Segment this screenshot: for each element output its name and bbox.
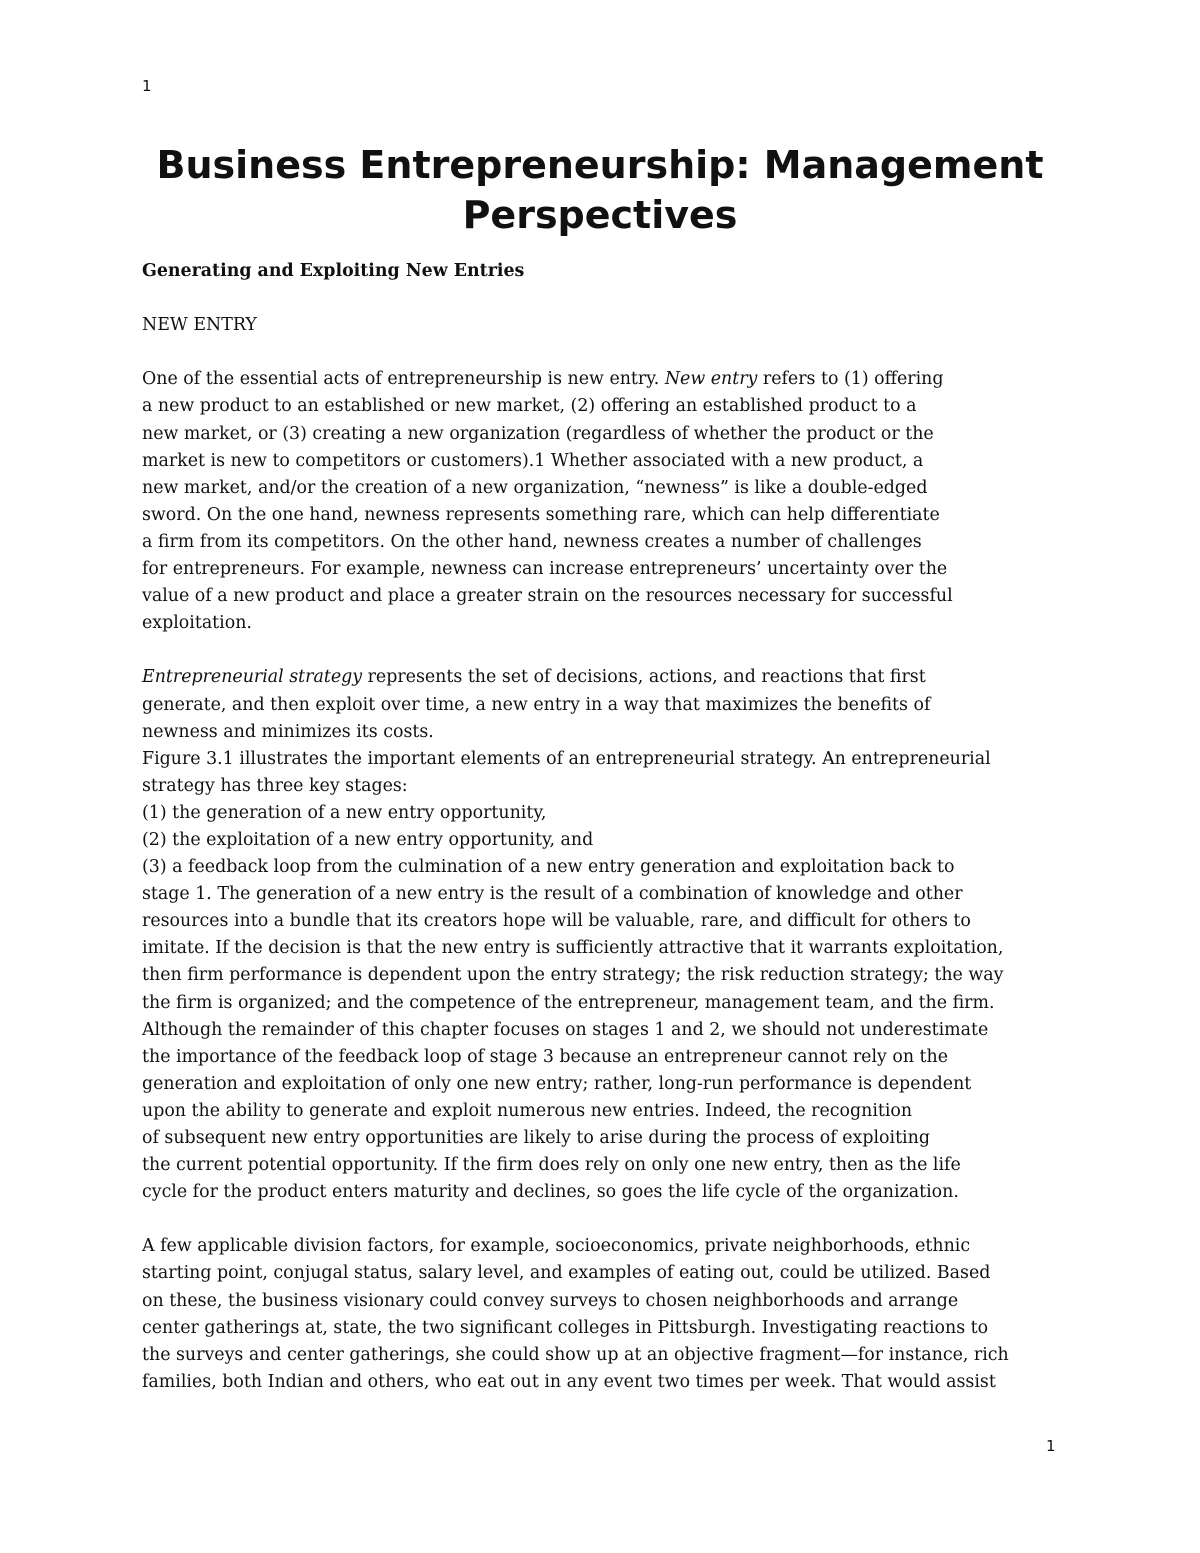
paragraph-line: the current potential opportunity. If the firm does rely on only one new entry, then as the life [142, 1155, 961, 1176]
paragraph-line: Figure 3.1 illustrates the important elements of an entrepreneurial strategy. An entrepreneurial [142, 748, 991, 769]
footer-page-number: 1 [1046, 1437, 1056, 1455]
list-item-stage-1: (1) the generation of a new entry opportunity, [142, 802, 547, 823]
paragraph-line: imitate. If the decision is that the new entry is sufficiently attractive that it warrants exploitation, [142, 938, 1004, 959]
paragraph-line: resources into a bundle that its creators hope will be valuable, rare, and difficult for others to [142, 911, 971, 932]
paragraph-line: for entrepreneurs. For example, newness can increase entrepreneurs’ uncertainty over the [142, 559, 948, 580]
paragraph-new-entry [142, 366, 1072, 637]
document-title [142, 140, 1058, 240]
paragraph-line: starting point, conjugal status, salary level, and examples of eating out, could be utilized. Based [142, 1263, 991, 1284]
paragraph-line: a new product to an established or new market, (2) offering an established product to a [142, 396, 917, 417]
paragraph-line: generation and exploitation of only one new entry; rather, long-run performance is dependent [142, 1073, 972, 1094]
paragraph-line: strategy has three key stages: [142, 775, 408, 796]
paragraph-entrepreneurial-strategy [142, 664, 1072, 1206]
paragraph-line: generate, and then exploit over time, a new entry in a way that maximizes the benefits of [142, 694, 931, 715]
paragraph-line: value of a new product and place a greater strain on the resources necessary for successful [142, 586, 953, 607]
paragraph-line: newness and minimizes its costs. [142, 721, 434, 742]
paragraph-line: exploitation. [142, 613, 252, 634]
document-body [142, 258, 1072, 1396]
term-entrepreneurial-strategy: Entrepreneurial strategy [142, 667, 363, 688]
paragraph-line: the importance of the feedback loop of stage 3 because an entrepreneur cannot rely on the [142, 1046, 949, 1067]
paragraph-line: then firm performance is dependent upon the entry strategy; the risk reduction strategy; the way [142, 965, 1004, 986]
list-item-stage-3: (3) a feedback loop from the culmination of a new entry generation and exploitation back to [142, 857, 955, 878]
paragraph-line: on these, the business visionary could convey surveys to chosen neighborhoods and arrange [142, 1290, 959, 1311]
paragraph-line: families, both Indian and others, who eat out in any event two times per week. That would assist [142, 1371, 996, 1392]
paragraph-line: upon the ability to generate and exploit numerous new entries. Indeed, the recognition [142, 1100, 913, 1121]
paragraph-line: the firm is organized; and the competence of the entrepreneur, management team, and the firm. [142, 992, 995, 1013]
paragraph-line: cycle for the product enters maturity and declines, so goes the life cycle of the organization. [142, 1182, 959, 1203]
list-item-stage-2: (2) the exploitation of a new entry opportunity, and [142, 829, 594, 850]
paragraph-line: One of the essential acts of entrepreneurship is new entry. New entry refers to (1) offering [142, 369, 944, 390]
paragraph-line: center gatherings at, state, the two significant colleges in Pittsburgh. Investigating reactions to [142, 1317, 989, 1338]
paragraph-line: a firm from its competitors. On the other hand, newness creates a number of challenges [142, 531, 922, 552]
section-subtitle: Generating and Exploiting New Entries [142, 261, 525, 281]
paragraph-line: the surveys and center gatherings, she could show up at an objective fragment—for instance, rich [142, 1344, 1009, 1365]
paragraph-line: Entrepreneurial strategy represents the set of decisions, actions, and reactions that first [142, 667, 926, 688]
paragraph-line: sword. On the one hand, newness represents something rare, which can help differentiate [142, 504, 940, 525]
paragraph-segmentation [142, 1233, 1072, 1396]
title-line-2: Perspectives [462, 193, 738, 237]
paragraph-line: new market, or (3) creating a new organization (regardless of whether the product or the [142, 423, 934, 444]
title-line-1: Business Entrepreneurship: Management [156, 143, 1044, 187]
term-new-entry: New entry [664, 369, 758, 390]
paragraph-line: A few applicable division factors, for example, socioeconomics, private neighborhoods, ethnic [142, 1236, 971, 1257]
section-heading: NEW ENTRY [142, 315, 257, 336]
header-page-number: 1 [142, 77, 152, 95]
paragraph-line: market is new to competitors or customers).1 Whether associated with a new product, a [142, 450, 924, 471]
paragraph-line: Although the remainder of this chapter focuses on stages 1 and 2, we should not underestimate [142, 1019, 989, 1040]
paragraph-line: stage 1. The generation of a new entry is the result of a combination of knowledge and other [142, 884, 963, 905]
paragraph-line: new market, and/or the creation of a new organization, “newness” is like a double-edged [142, 477, 928, 498]
paragraph-line: of subsequent new entry opportunities are likely to arise during the process of exploiting [142, 1128, 930, 1148]
